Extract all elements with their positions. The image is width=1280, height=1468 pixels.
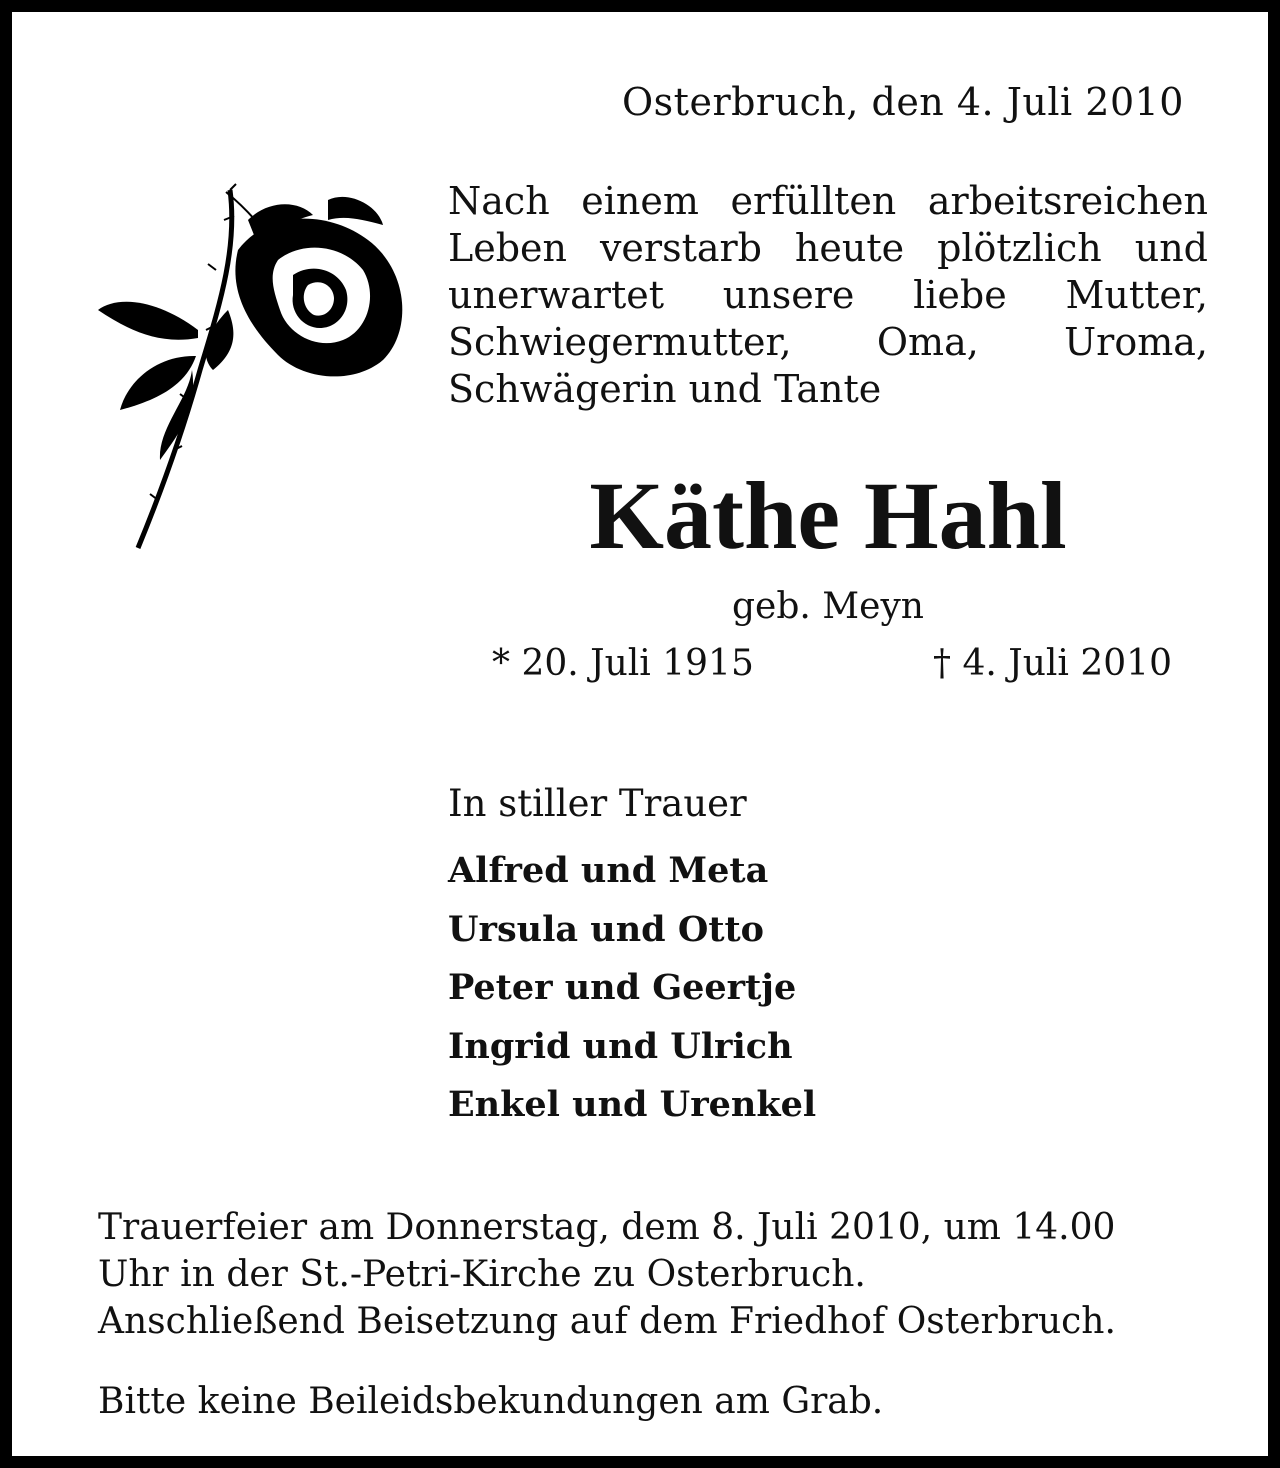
service-line: Trauerfeier am Donnerstag, dem 8. Juli 2010, um 14.00 [98,1207,1116,1248]
deceased-name: Käthe Hahl [589,462,1067,569]
life-dates [492,642,1172,686]
service-line: Anschließend Beisetzung auf dem Friedhof Osterbruch. [98,1301,1116,1342]
mourners-list [448,842,816,1135]
intro-text: Nach einem erfüllten arbeitsreichen Leben verstarb heute plötzlich und unerwartet unsere liebe Mutter, Schwiegermutter, Oma, Uroma, Schwägerin und Tante [448,179,1208,411]
service-line: Uhr in der St.-Petri-Kirche zu Osterbruch. [98,1254,866,1295]
mourner-name: Enkel und Urenkel [448,1084,817,1125]
condolence-note: Bitte keine Beileidsbekundungen am Grab. [98,1381,884,1422]
maiden-name: geb. Meyn [732,586,924,627]
death-date: † 4. Juli 2010 [933,643,1172,684]
mourner-name: Alfred und Meta [448,850,769,891]
mourner-name: Peter und Geertje [448,967,797,1008]
mourner-name: Ingrid und Ulrich [448,1025,793,1067]
funeral-service-info [98,1204,1208,1345]
place-date: Osterbruch, den 4. Juli 2010 [622,80,1184,124]
birth-date: * 20. Juli 1915 [492,643,754,684]
mourner-name: Ursula und Otto [448,908,764,950]
rose-icon [88,180,418,552]
mourning-line: In stiller Trauer [448,782,747,825]
